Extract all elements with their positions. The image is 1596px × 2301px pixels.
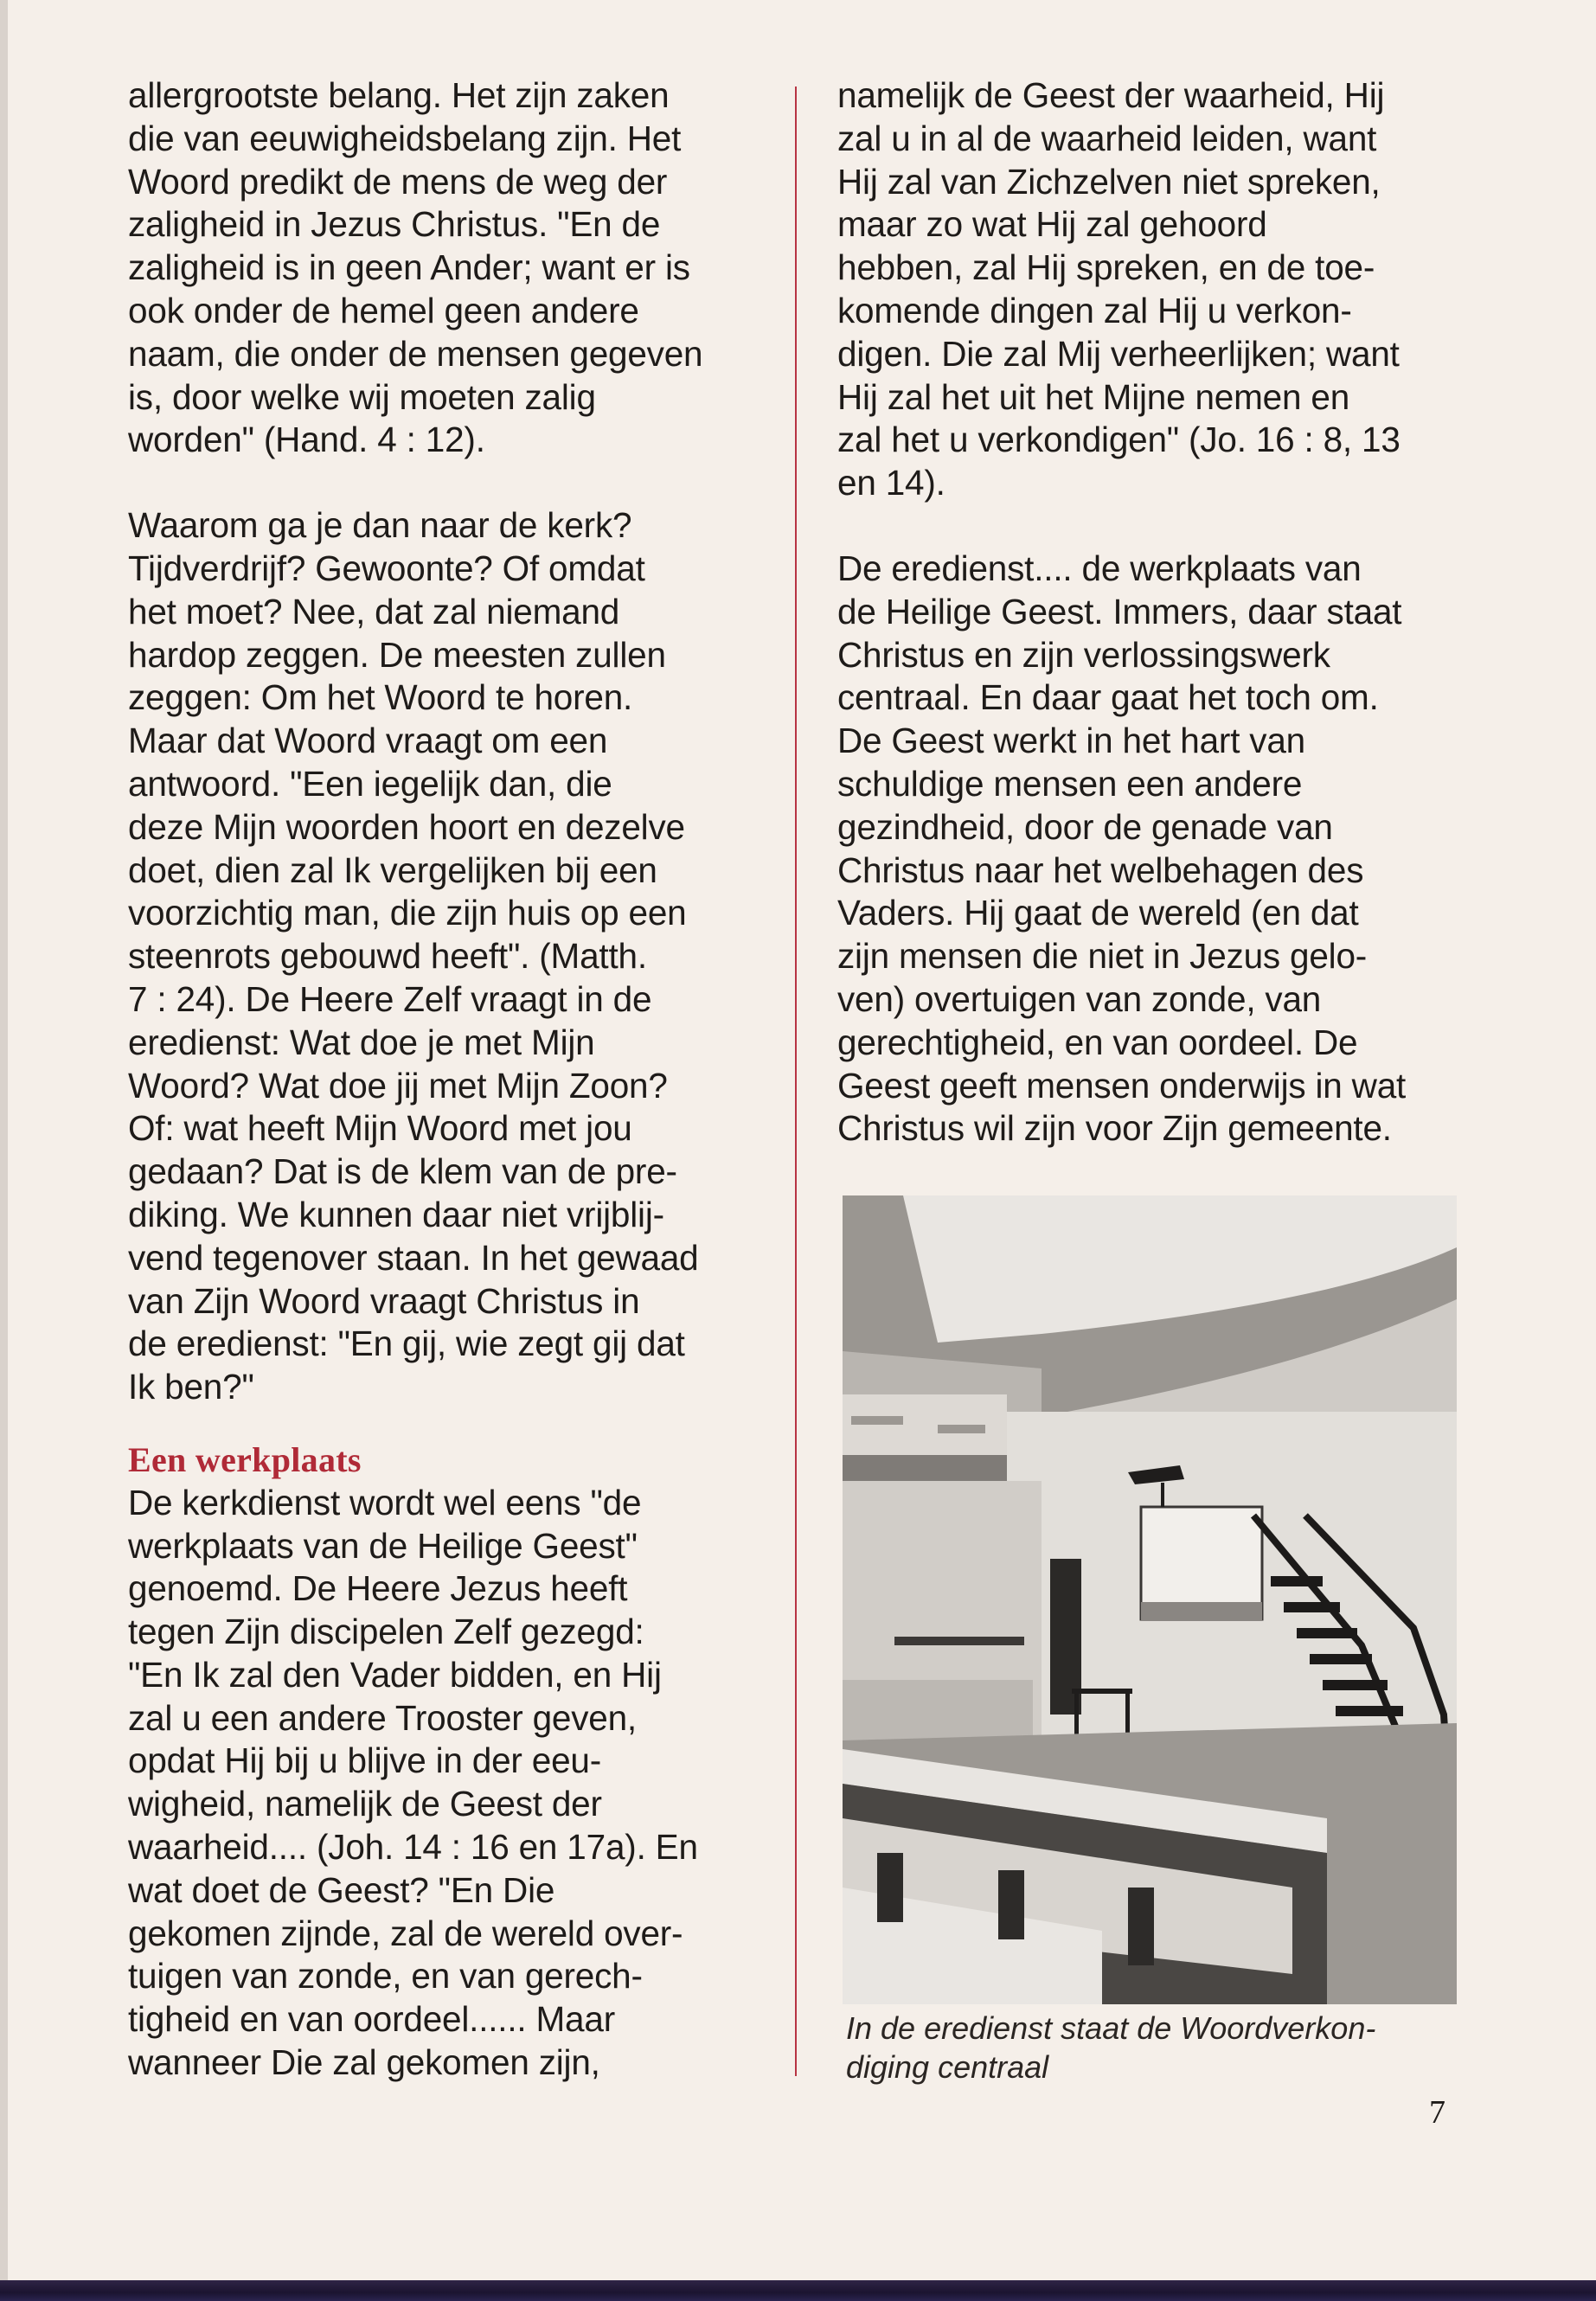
- page-bottom-edge: [0, 2280, 1596, 2301]
- text-line: zal u in al de waarheid leiden, want: [837, 118, 1377, 158]
- text-line: gekomen zijnde, zal de wereld over-: [128, 1913, 683, 1953]
- text-line: zeggen: Om het Woord te horen.: [128, 677, 633, 718]
- text-line: Tijdverdrijf? Gewoonte? Of omdat: [128, 548, 645, 588]
- photo-caption: [846, 2009, 1469, 2086]
- text-line: Ik ben?": [128, 1367, 254, 1407]
- text-line: waarheid.... (Joh. 14 : 16 en 17a). En: [128, 1827, 698, 1868]
- text-line: Woord predikt de mens de weg der: [128, 161, 668, 202]
- text-line: schuldige mensen een andere: [837, 763, 1303, 804]
- caption-line: In de eredienst staat de Woordverkon-: [846, 2010, 1376, 2046]
- right-column: [837, 74, 1462, 1150]
- church-interior-photo: [843, 1195, 1457, 2004]
- text-line: wigheid, namelijk de Geest der: [128, 1784, 602, 1824]
- text-line: Waarom ga je dan naar de kerk?: [128, 505, 632, 546]
- text-line: Christus wil zijn voor Zijn gemeente.: [837, 1108, 1392, 1149]
- left-column: [128, 74, 760, 2085]
- text-line: van Zijn Woord vraagt Christus in: [128, 1280, 640, 1321]
- text-line: Woord? Wat doe jij met Mijn Zoon?: [128, 1065, 668, 1106]
- text-line: voorzichtig man, die zijn huis op een: [128, 893, 687, 933]
- text-line: hebben, zal Hij spreken, en de toe-: [837, 247, 1375, 288]
- text-line: Of: wat heeft Mijn Woord met jou: [128, 1108, 632, 1149]
- text-line: worden" (Hand. 4 : 12).: [128, 420, 485, 460]
- text-line: De Geest werkt in het hart van: [837, 721, 1306, 761]
- text-line: de Heilige Geest. Immers, daar staat: [837, 591, 1402, 631]
- page-edge: [0, 0, 8, 2301]
- text-line: zal het u verkondigen" (Jo. 16 : 8, 13: [837, 420, 1401, 460]
- text-line: wat doet de Geest? "En Die: [128, 1869, 555, 1910]
- text-line: allergrootste belang. Het zijn zaken: [128, 75, 670, 115]
- text-line: antwoord. "Een iegelijk dan, die: [128, 763, 612, 804]
- text-line: tigheid en van oordeel...... Maar: [128, 1999, 615, 2040]
- text-line: ook onder de hemel geen andere: [128, 290, 639, 330]
- page-number: 7: [1429, 2094, 1445, 2131]
- text-line: werkplaats van de Heilige Geest": [128, 1525, 638, 1566]
- text-line: Hij zal van Zichzelven niet spreken,: [837, 161, 1381, 202]
- text-line: maar zo wat Hij zal gehoord: [837, 204, 1267, 245]
- text-line: Christus en zijn verlossingswerk: [837, 634, 1330, 675]
- paragraph-3: [128, 1482, 760, 2085]
- text-line: is, door welke wij moeten zalig: [128, 376, 596, 417]
- text-line: steenrots gebouwd heeft". (Matth.: [128, 936, 647, 977]
- text-line: tegen Zijn discipelen Zelf gezegd:: [128, 1612, 644, 1652]
- text-line: genoemd. De Heere Jezus heeft: [128, 1568, 628, 1609]
- text-line: Maar dat Woord vraagt om een: [128, 721, 608, 761]
- text-line: opdat Hij bij u blijve in der eeu-: [128, 1740, 602, 1781]
- text-line: naam, die onder de mensen gegeven: [128, 333, 703, 374]
- text-line: gedaan? Dat is de klem van de pre-: [128, 1151, 677, 1192]
- paragraph-1: [128, 74, 760, 462]
- text-line: diking. We kunnen daar niet vrijblij-: [128, 1194, 664, 1234]
- text-line: gezindheid, door de genade van: [837, 806, 1333, 847]
- section-heading: Een werkplaats: [128, 1439, 362, 1479]
- text-line: zijn mensen die niet in Jezus gelo-: [837, 936, 1368, 977]
- text-line: deze Mijn woorden hoort en dezelve: [128, 806, 685, 847]
- caption-line: diging centraal: [846, 2049, 1049, 2085]
- paragraph-4: [837, 74, 1462, 505]
- text-line: Vaders. Hij gaat de wereld (en dat: [837, 893, 1359, 933]
- column-divider: [795, 87, 797, 2076]
- text-line: Christus naar het welbehagen des: [837, 849, 1364, 890]
- paragraph-2: [128, 504, 760, 1409]
- text-line: hardop zeggen. De meesten zullen: [128, 634, 666, 675]
- text-line: zaligheid is in geen Ander; want er is: [128, 247, 690, 288]
- text-line: tuigen van zonde, en van gerech-: [128, 1956, 643, 1997]
- text-line: Geest geeft mensen onderwijs in wat: [837, 1065, 1407, 1106]
- text-line: vend tegenover staan. In het gewaad: [128, 1237, 699, 1278]
- text-line: "En Ik zal den Vader bidden, en Hij: [128, 1654, 662, 1695]
- paragraph-5: [837, 548, 1462, 1150]
- text-line: doet, dien zal Ik vergelijken bij een: [128, 849, 657, 890]
- text-line: zaligheid in Jezus Christus. "En de: [128, 204, 661, 245]
- text-line: en 14).: [837, 463, 945, 503]
- text-line: De kerkdienst wordt wel eens "de: [128, 1482, 642, 1522]
- pulpit-photo-drawing: [843, 1195, 1457, 2004]
- text-line: centraal. En daar gaat het toch om.: [837, 677, 1379, 718]
- text-line: ven) overtuigen van zonde, van: [837, 978, 1322, 1019]
- text-line: 7 : 24). De Heere Zelf vraagt in de: [128, 978, 652, 1019]
- text-line: wanneer Die zal gekomen zijn,: [128, 2042, 600, 2083]
- text-line: de eredienst: "En gij, wie zegt gij dat: [128, 1324, 685, 1364]
- text-line: namelijk de Geest der waarheid, Hij: [837, 75, 1385, 115]
- text-line: het moet? Nee, dat zal niemand: [128, 591, 620, 631]
- text-line: Hij zal het uit het Mijne nemen en: [837, 376, 1350, 417]
- text-line: digen. Die zal Mij verheerlijken; want: [837, 333, 1400, 374]
- text-line: zal u een andere Trooster geven,: [128, 1697, 637, 1738]
- text-line: De eredienst.... de werkplaats van: [837, 548, 1362, 588]
- text-line: eredienst: Wat doe je met Mijn: [128, 1022, 595, 1062]
- text-line: komende dingen zal Hij u verkon-: [837, 290, 1352, 330]
- text-line: gerechtigheid, en van oordeel. De: [837, 1022, 1358, 1062]
- text-line: die van eeuwigheidsbelang zijn. Het: [128, 118, 682, 158]
